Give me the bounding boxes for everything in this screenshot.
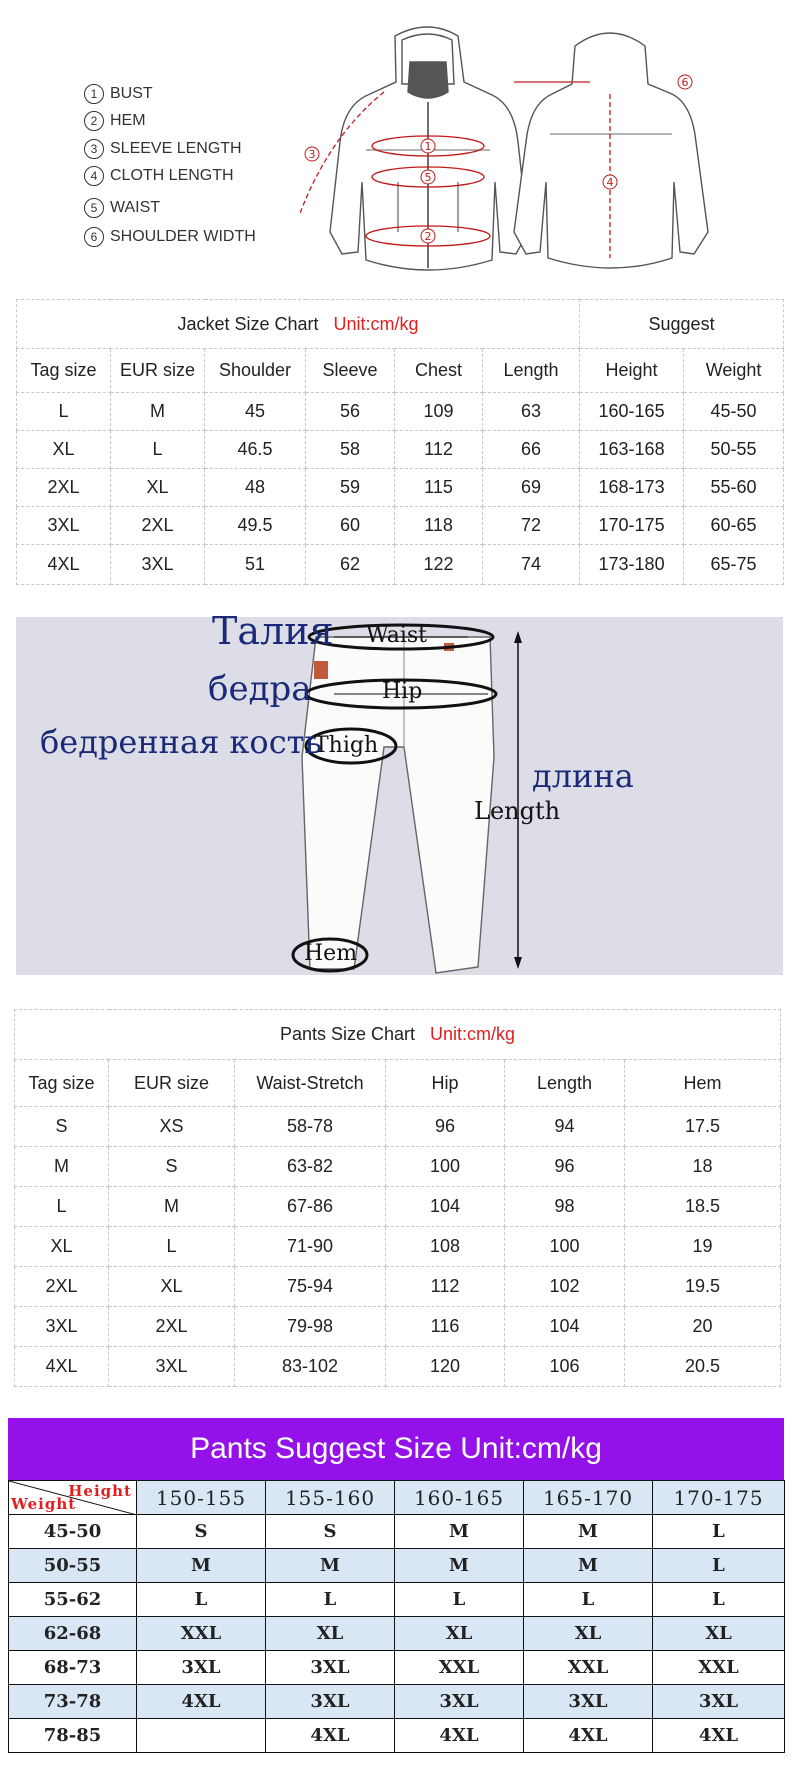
- table-cell: 56: [306, 393, 395, 431]
- table-cell: XL: [109, 1267, 235, 1307]
- column-header: EUR size: [109, 1060, 235, 1107]
- table-cell: XL: [111, 469, 205, 507]
- legend-number: 3: [84, 139, 104, 159]
- table-row: [15, 1307, 781, 1347]
- hem-label: Hem: [304, 941, 358, 966]
- weight-cell: 68-73: [9, 1651, 137, 1685]
- jacket-back-drawing: [514, 33, 708, 268]
- legend-number: 6: [84, 227, 104, 247]
- table-cell: 173-180: [580, 545, 684, 585]
- table-cell: 45: [205, 393, 306, 431]
- size-cell: XXL: [653, 1651, 785, 1685]
- column-header: Hem: [625, 1060, 781, 1107]
- pants-size-table: [14, 1009, 781, 1387]
- table-row: [15, 1227, 781, 1267]
- column-header: EUR size: [111, 349, 205, 393]
- table-row: [15, 1107, 781, 1147]
- table-cell: S: [15, 1107, 109, 1147]
- table-cell: 18.5: [625, 1187, 781, 1227]
- size-cell: 4XL: [524, 1719, 653, 1753]
- table-cell: 58: [306, 431, 395, 469]
- legend-number: 4: [84, 166, 104, 186]
- column-header: Height: [580, 349, 684, 393]
- weight-cell: 73-78: [9, 1685, 137, 1719]
- table-cell: 17.5: [625, 1107, 781, 1147]
- suggest-size-table: [8, 1480, 785, 1753]
- size-cell: XXL: [524, 1651, 653, 1685]
- size-cell: S: [266, 1515, 395, 1549]
- size-cell: 4XL: [653, 1719, 785, 1753]
- waist-label: Waist: [366, 623, 427, 648]
- table-cell: 60-65: [684, 507, 784, 545]
- pants-title: Pants Size Chart: [279, 1024, 416, 1044]
- pants-unit: Unit:cm/kg: [430, 1024, 516, 1044]
- pants-header-row: [15, 1060, 781, 1107]
- legend-label: HEM: [110, 112, 146, 130]
- table-cell: 112: [386, 1267, 505, 1307]
- table-cell: 100: [386, 1147, 505, 1187]
- table-cell: 104: [386, 1187, 505, 1227]
- jacket-measurement-illustration: [300, 22, 740, 284]
- height-header: 160-165: [395, 1481, 524, 1515]
- jacket-size-table: [16, 299, 784, 585]
- legend-number: 2: [84, 111, 104, 131]
- jacket-unit: Unit:cm/kg: [333, 313, 419, 334]
- table-row: [17, 431, 784, 469]
- pants-measurement-diagram: [16, 609, 783, 975]
- table-cell: 122: [395, 545, 483, 585]
- column-header: Length: [483, 349, 580, 393]
- size-cell: XXL: [137, 1617, 266, 1651]
- table-cell: 72: [483, 507, 580, 545]
- table-cell: 63: [483, 393, 580, 431]
- marker-bust: 1: [424, 140, 432, 153]
- table-cell: L: [109, 1227, 235, 1267]
- hip-label-ru: бедра: [208, 669, 312, 709]
- weight-cell: 78-85: [9, 1719, 137, 1753]
- table-cell: 66: [483, 431, 580, 469]
- table-cell: 65-75: [684, 545, 784, 585]
- height-header: 170-175: [653, 1481, 785, 1515]
- table-cell: M: [15, 1147, 109, 1187]
- size-cell: 4XL: [395, 1719, 524, 1753]
- column-header: Sleeve: [306, 349, 395, 393]
- size-cell: S: [137, 1515, 266, 1549]
- table-cell: 71-90: [235, 1227, 386, 1267]
- table-row: [9, 1617, 785, 1651]
- table-cell: 58-78: [235, 1107, 386, 1147]
- marker-cloth-length: 4: [606, 176, 614, 189]
- marker-hem: 2: [424, 230, 432, 243]
- table-cell: 45-50: [684, 393, 784, 431]
- legend-item-shoulder-width: [84, 227, 256, 247]
- table-cell: 104: [505, 1307, 625, 1347]
- size-cell: XL: [395, 1617, 524, 1651]
- jacket-header-row: [17, 349, 784, 393]
- size-cell: L: [266, 1583, 395, 1617]
- table-cell: 2XL: [15, 1267, 109, 1307]
- table-row: [15, 1267, 781, 1307]
- table-cell: XS: [109, 1107, 235, 1147]
- size-cell: XL: [653, 1617, 785, 1651]
- legend-item-sleeve-length: [84, 139, 242, 159]
- table-cell: 2XL: [109, 1307, 235, 1347]
- table-row: [17, 469, 784, 507]
- table-cell: 55-60: [684, 469, 784, 507]
- table-row: [9, 1515, 785, 1549]
- table-row: [9, 1583, 785, 1617]
- size-cell: XL: [524, 1617, 653, 1651]
- column-header: Hip: [386, 1060, 505, 1107]
- size-cell: XXL: [395, 1651, 524, 1685]
- table-cell: 48: [205, 469, 306, 507]
- table-row: [15, 1147, 781, 1187]
- table-cell: L: [111, 431, 205, 469]
- table-cell: 3XL: [111, 545, 205, 585]
- size-cell: XL: [266, 1617, 395, 1651]
- table-cell: 2XL: [17, 469, 111, 507]
- length-label: Length: [474, 797, 561, 825]
- jacket-title-cell: [17, 300, 580, 349]
- table-row: [17, 393, 784, 431]
- marker-shoulder-width: 6: [681, 76, 689, 89]
- legend-label: SLEEVE LENGTH: [110, 140, 242, 158]
- size-cell: M: [524, 1515, 653, 1549]
- table-row: [15, 1347, 781, 1387]
- table-row: [9, 1549, 785, 1583]
- table-cell: S: [109, 1147, 235, 1187]
- table-row: [9, 1719, 785, 1753]
- legend-label: CLOTH LENGTH: [110, 167, 234, 185]
- table-cell: 112: [395, 431, 483, 469]
- pants-title-row: [15, 1010, 781, 1060]
- column-header: Weight: [684, 349, 784, 393]
- size-cell: L: [524, 1583, 653, 1617]
- legend-item-bust: [84, 84, 153, 104]
- column-header: Shoulder: [205, 349, 306, 393]
- weight-cell: 62-68: [9, 1617, 137, 1651]
- legend-label: BUST: [110, 85, 153, 103]
- table-cell: 69: [483, 469, 580, 507]
- table-cell: 19.5: [625, 1267, 781, 1307]
- size-cell: 3XL: [653, 1685, 785, 1719]
- column-header: Tag size: [17, 349, 111, 393]
- table-cell: 115: [395, 469, 483, 507]
- marker-waist: 5: [424, 171, 432, 184]
- table-cell: 49.5: [205, 507, 306, 545]
- table-cell: 160-165: [580, 393, 684, 431]
- table-cell: 108: [386, 1227, 505, 1267]
- table-cell: 51: [205, 545, 306, 585]
- size-cell: M: [524, 1549, 653, 1583]
- table-row: [15, 1187, 781, 1227]
- marker-sleeve-length: 3: [308, 148, 316, 161]
- table-cell: L: [15, 1187, 109, 1227]
- table-cell: XL: [17, 431, 111, 469]
- weight-cell: 55-62: [9, 1583, 137, 1617]
- table-cell: 63-82: [235, 1147, 386, 1187]
- table-cell: 62: [306, 545, 395, 585]
- suggest-size-title: Pants Suggest Size Unit:cm/kg: [8, 1418, 784, 1480]
- legend-label: SHOULDER WIDTH: [110, 228, 256, 246]
- table-cell: 120: [386, 1347, 505, 1387]
- table-cell: 83-102: [235, 1347, 386, 1387]
- waist-label-ru: Талия: [212, 609, 334, 653]
- legend-label: WAIST: [110, 199, 161, 217]
- table-cell: 67-86: [235, 1187, 386, 1227]
- jacket-title: Jacket Size Chart: [177, 313, 319, 334]
- pants-title-cell: [15, 1010, 781, 1060]
- column-header: Length: [505, 1060, 625, 1107]
- table-cell: 46.5: [205, 431, 306, 469]
- table-row: [17, 545, 784, 585]
- pants-drawing: [16, 617, 783, 975]
- table-cell: 20.5: [625, 1347, 781, 1387]
- table-cell: 19: [625, 1227, 781, 1267]
- size-cell: 3XL: [137, 1651, 266, 1685]
- size-cell: L: [653, 1583, 785, 1617]
- table-cell: M: [109, 1187, 235, 1227]
- table-cell: 3XL: [109, 1347, 235, 1387]
- jacket-suggest-header: Suggest: [580, 300, 784, 349]
- size-cell: 3XL: [524, 1685, 653, 1719]
- size-cell: L: [395, 1583, 524, 1617]
- table-cell: 74: [483, 545, 580, 585]
- hip-label: Hip: [382, 679, 423, 704]
- table-cell: 60: [306, 507, 395, 545]
- table-cell: 96: [505, 1147, 625, 1187]
- table-row: [9, 1651, 785, 1685]
- table-cell: 79-98: [235, 1307, 386, 1347]
- table-cell: 106: [505, 1347, 625, 1387]
- weight-cell: 50-55: [9, 1549, 137, 1583]
- table-cell: 163-168: [580, 431, 684, 469]
- weight-cell: 45-50: [9, 1515, 137, 1549]
- size-cell: 3XL: [266, 1651, 395, 1685]
- legend-number: 5: [84, 198, 104, 218]
- corner-height-label: Height: [68, 1482, 132, 1500]
- table-cell: 20: [625, 1307, 781, 1347]
- legend-item-waist: [84, 198, 160, 218]
- size-cell: 3XL: [395, 1685, 524, 1719]
- table-cell: 168-173: [580, 469, 684, 507]
- table-cell: 116: [386, 1307, 505, 1347]
- suggest-header-row: [9, 1481, 785, 1515]
- table-cell: 98: [505, 1187, 625, 1227]
- size-cell: L: [137, 1583, 266, 1617]
- table-cell: 109: [395, 393, 483, 431]
- column-header: Waist-Stretch: [235, 1060, 386, 1107]
- table-cell: 59: [306, 469, 395, 507]
- table-cell: 2XL: [111, 507, 205, 545]
- legend-item-hem: [84, 111, 146, 131]
- column-header: Chest: [395, 349, 483, 393]
- thigh-label: Thigh: [314, 733, 379, 758]
- height-header: 155-160: [266, 1481, 395, 1515]
- corner-cell: [9, 1481, 137, 1515]
- table-cell: 4XL: [15, 1347, 109, 1387]
- thigh-label-ru: бедренная кость: [40, 723, 322, 761]
- length-label-ru: длина: [532, 757, 634, 795]
- table-cell: M: [111, 393, 205, 431]
- size-cell: M: [266, 1549, 395, 1583]
- table-cell: 4XL: [17, 545, 111, 585]
- table-cell: 170-175: [580, 507, 684, 545]
- table-cell: 100: [505, 1227, 625, 1267]
- table-row: [9, 1685, 785, 1719]
- size-cell: 3XL: [266, 1685, 395, 1719]
- size-cell: M: [137, 1549, 266, 1583]
- legend-number: 1: [84, 84, 104, 104]
- table-cell: XL: [15, 1227, 109, 1267]
- table-row: [17, 507, 784, 545]
- table-cell: 50-55: [684, 431, 784, 469]
- table-cell: 3XL: [15, 1307, 109, 1347]
- table-cell: 94: [505, 1107, 625, 1147]
- size-cell: 4XL: [137, 1685, 266, 1719]
- size-cell: L: [653, 1515, 785, 1549]
- table-cell: 96: [386, 1107, 505, 1147]
- size-cell: M: [395, 1549, 524, 1583]
- size-cell: M: [395, 1515, 524, 1549]
- table-cell: 75-94: [235, 1267, 386, 1307]
- table-cell: 3XL: [17, 507, 111, 545]
- column-header: Tag size: [15, 1060, 109, 1107]
- jacket-title-row: [17, 300, 784, 349]
- table-cell: 118: [395, 507, 483, 545]
- size-cell: [137, 1719, 266, 1753]
- table-cell: L: [17, 393, 111, 431]
- corner-weight-label: Weight: [11, 1495, 77, 1513]
- legend-item-cloth-length: [84, 166, 234, 186]
- table-cell: 102: [505, 1267, 625, 1307]
- height-header: 165-170: [524, 1481, 653, 1515]
- size-cell: L: [653, 1549, 785, 1583]
- table-cell: 18: [625, 1147, 781, 1187]
- size-cell: 4XL: [266, 1719, 395, 1753]
- height-header: 150-155: [137, 1481, 266, 1515]
